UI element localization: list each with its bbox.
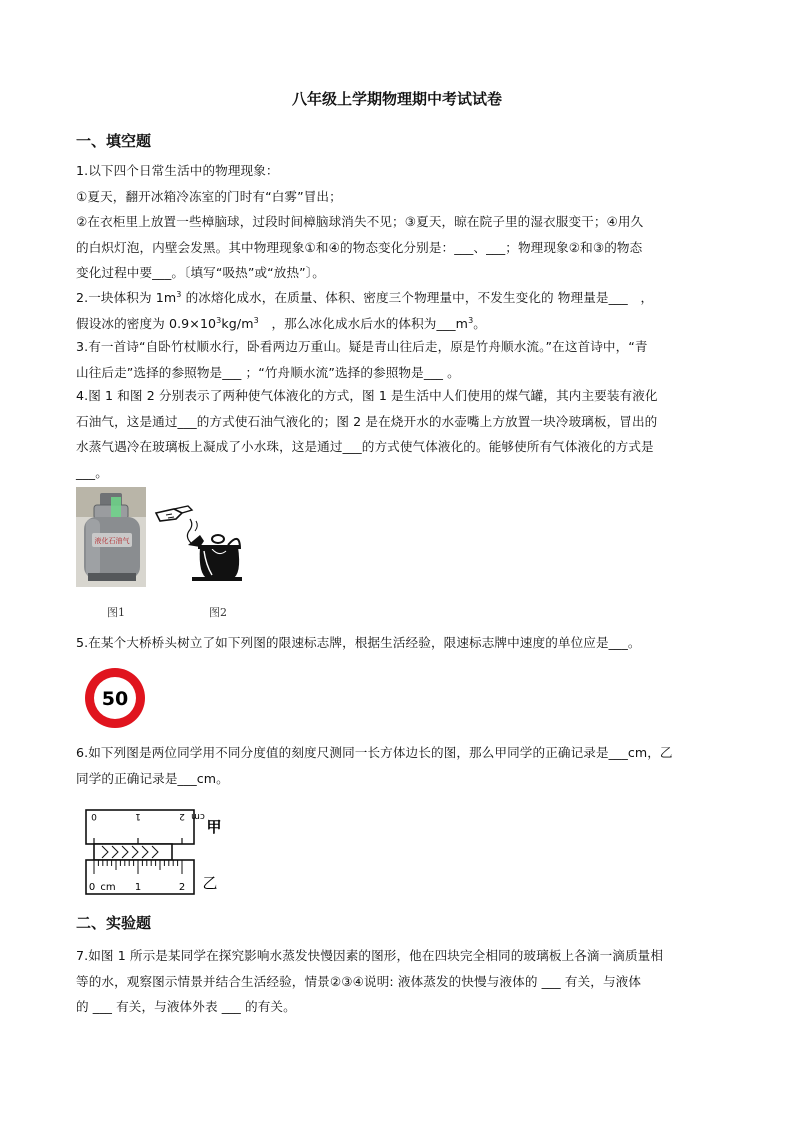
- speed-limit-value: 50: [101, 688, 129, 710]
- kettle-figure: [152, 505, 242, 583]
- q1-line: 1.以下四个日常生活中的物理现象：: [76, 163, 279, 178]
- q2-line-1: 2.一块体积为 $1m^3$ 的冰熔化成水，在质量、体积、密度三个物理量中，不发生变化的 物理量是___ ，: [76, 289, 654, 305]
- page-title: 八年级上学期物理期中考试试卷: [291, 90, 502, 108]
- figure-2-caption: 图2: [209, 606, 227, 619]
- q3-line: 3.有一首诗“自卧竹杖顺水行，卧看两边万重山。疑是青山往后走，原是竹舟顺水流。”在这首诗中，“青: [76, 339, 648, 354]
- gas-tank-figure: [76, 487, 146, 587]
- q3-line: 山往后走”选择的参照物是___ ；“竹舟顺水流”选择的参照物是___ 。: [76, 364, 460, 380]
- q7-line: 等的水，观察图示情景并结合生活经验，情景②③④说明: 液体蒸发的快慢与液体的 ___ 有关，与液体: [76, 973, 642, 989]
- speed-limit-sign: [82, 666, 148, 730]
- question-1: [76, 158, 720, 286]
- bottom-ruler-tick-2: 2: [178, 882, 186, 893]
- q7-line: 的 ___ 有关，与液体外表 ___ 的有关。: [76, 999, 296, 1014]
- question-7: [76, 943, 720, 1020]
- question-2: [76, 285, 720, 336]
- q6-line: 6.如下列图是两位同学用不同分度值的刻度尺测同一长方体边长的图，那么甲同学的正确记录是___cm，乙: [76, 745, 673, 760]
- q2-line-2: 假设冰的密度为 $0.9\times 10^3kg/m^3$ ，那么冰化成水后水的体积为$\_\_\_m^3$。: [76, 315, 486, 331]
- q7-line: 7.如图 1 所示是某同学在探究影响水蒸发快慢因素的图形，他在四块完全相同的玻璃板上各滴一滴质量相: [76, 948, 664, 963]
- label-yi: 乙: [202, 874, 218, 892]
- question-3: [76, 334, 720, 385]
- q4-line: ___。: [76, 464, 108, 480]
- bottom-ruler-unit: cm: [100, 882, 116, 893]
- question-4: [76, 383, 720, 485]
- bottom-ruler-tick-0: 0: [88, 882, 96, 893]
- q1-line: ②在衣柜里上放置一些樟脑球，过段时间樟脑球消失不见；③夏天，晾在院子里的湿衣服变干；④用久: [76, 214, 644, 229]
- bottom-ruler-tick-1: 1: [134, 882, 142, 893]
- top-ruler-tick-1: 1: [135, 811, 141, 821]
- section-fill-in: 一、填空题: [76, 132, 152, 150]
- top-ruler-tick-2: 2: [179, 811, 185, 821]
- top-ruler-tick-0: 0: [91, 811, 97, 821]
- rulers-figure: [80, 806, 230, 898]
- figure-1-caption: 图1: [107, 606, 125, 619]
- q5-line: 5.在某个大桥桥头树立了如下列图的限速标志牌，根据生活经验，限速标志牌中速度的单位应是___。: [76, 635, 641, 650]
- tank-label: 液化石油气: [94, 537, 130, 545]
- q4-line: 水蒸气遇冷在玻璃板上凝成了小水珠，这是通过___的方式使气体液化的。能够使所有气体液化的方式是: [76, 439, 654, 454]
- q6-line: 同学的正确记录是___cm。: [76, 770, 229, 786]
- q1-line: 的白炽灯泡，内壁会发黑。其中物理现象①和④的物态变化分别是：___、___；物理现象②和③的物态: [76, 239, 643, 255]
- q1-line: 变化过程中要___。〔填写“吸热”或“放热”〕。: [76, 265, 325, 280]
- question-6: [76, 740, 720, 791]
- top-ruler-unit: cm: [191, 811, 205, 821]
- label-jia: 甲: [206, 818, 222, 836]
- q1-line: ①夏天，翻开冰箱冷冻室的门时有“白雾”冒出；: [76, 188, 342, 204]
- q4-line: 4.图 1 和图 2 分别表示了两种使气体液化的方式，图 1 是生活中人们使用的煤气罐，其内主要装有液化: [76, 388, 658, 403]
- section-experiment: 二、实验题: [76, 914, 152, 932]
- q4-line: 石油气，这是通过___的方式使石油气液化的；图 2 是在烧开水的水壶嘴上方放置一块冷玻璃板，冒出的: [76, 413, 658, 429]
- question-5: [76, 630, 720, 656]
